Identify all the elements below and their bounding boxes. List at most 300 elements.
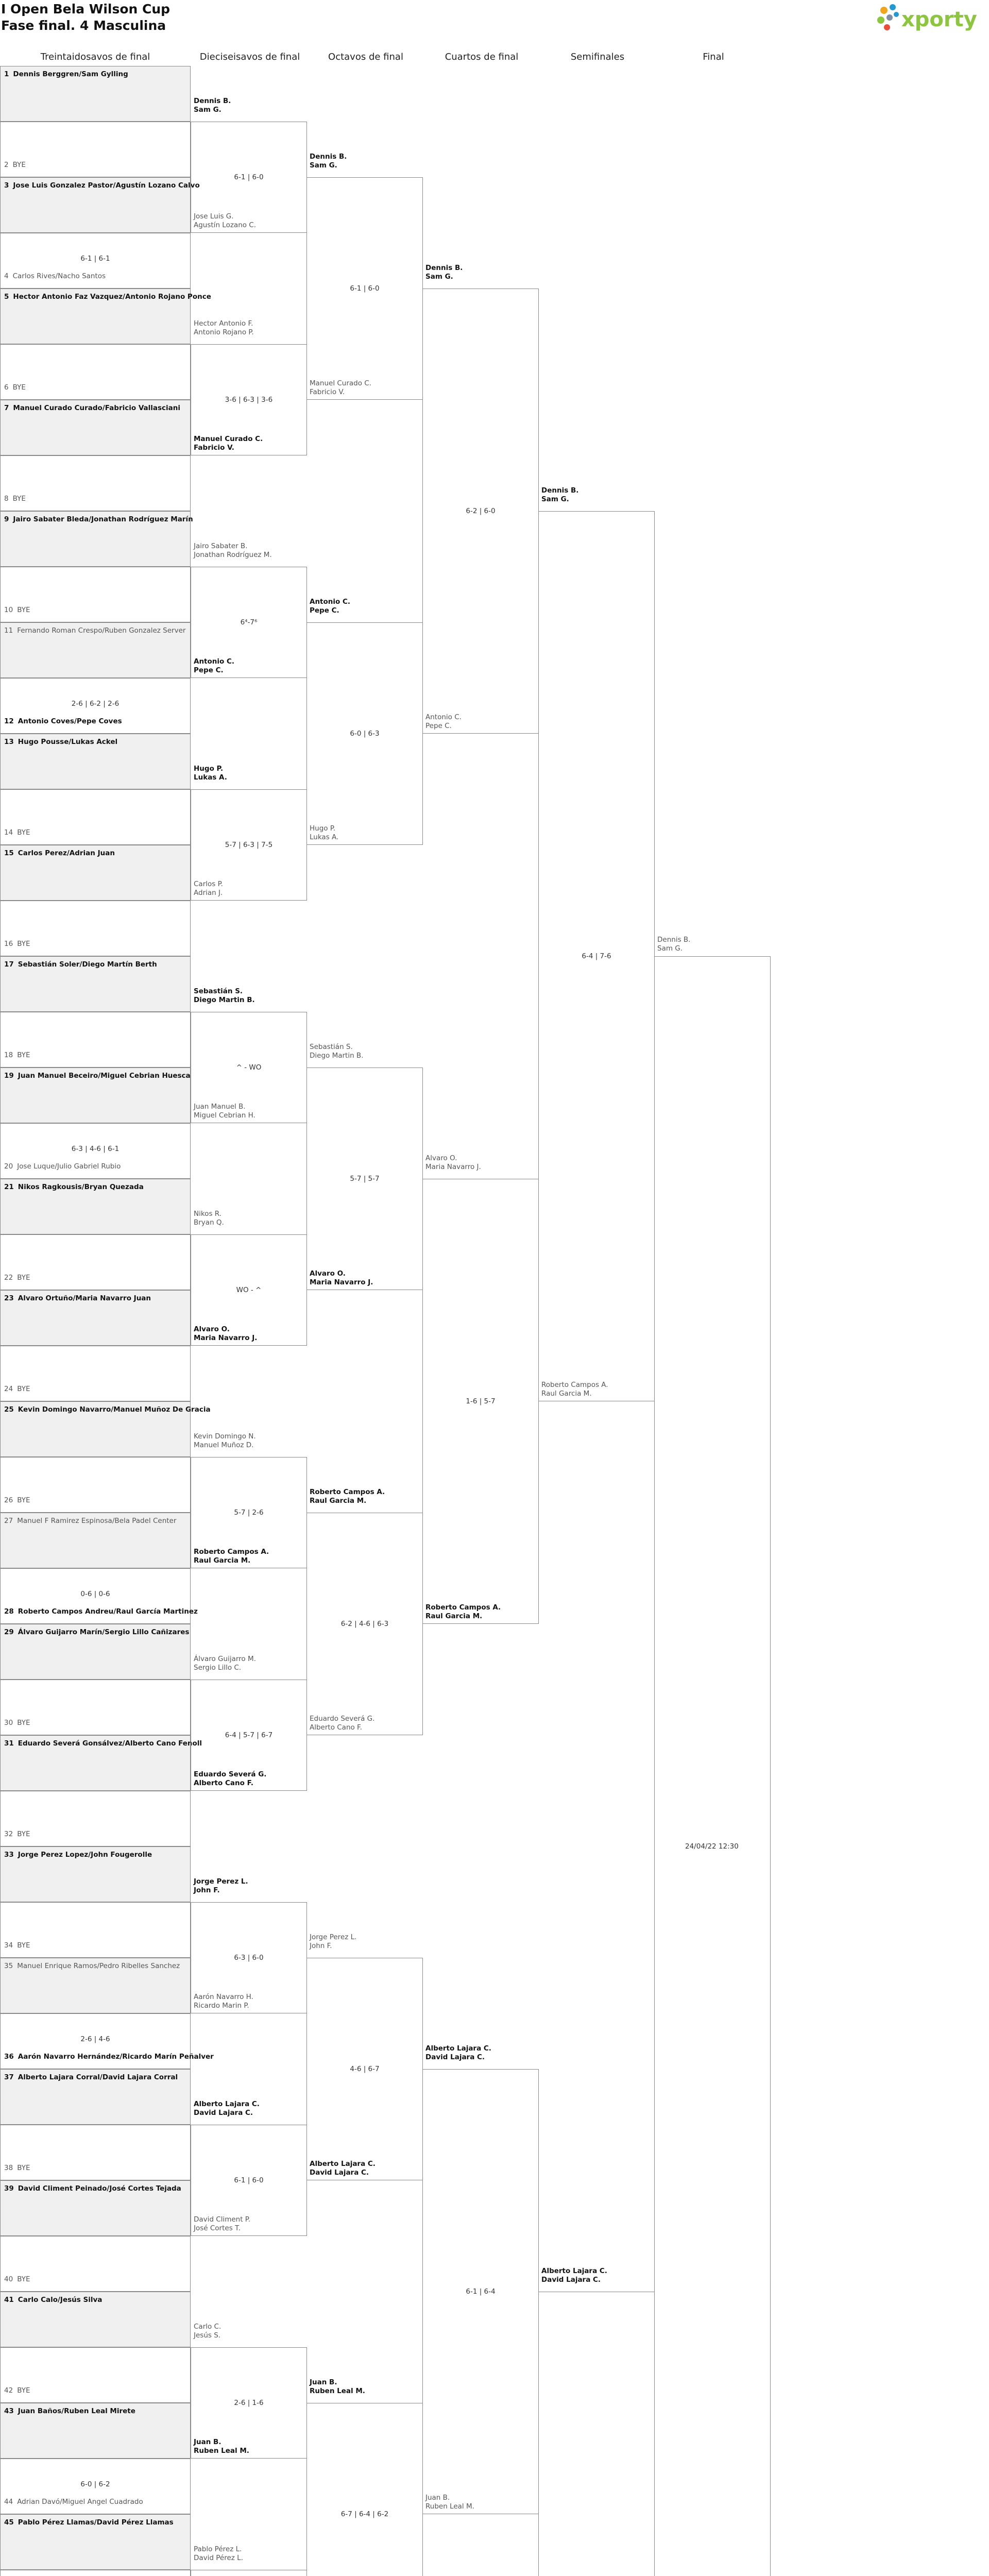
seed-number: 38 <box>4 2164 13 2172</box>
team-name: Aarón Navarro Hernández/Ricardo Marín Peñalver <box>18 2053 214 2061</box>
pair-name[interactable] <box>194 212 256 230</box>
seed-number: 34 <box>4 1941 13 1950</box>
player-name: Alberto Lajara C. <box>194 2100 260 2108</box>
pair-name[interactable] <box>310 379 371 397</box>
entry-name[interactable] <box>4 495 26 503</box>
match-connector <box>538 2292 655 2576</box>
player-name: Dennis B. <box>310 152 347 161</box>
round-header-sf: Semifinales <box>570 52 625 62</box>
pair-name[interactable] <box>425 2044 491 2062</box>
player-name: Manuel Muñoz D. <box>194 1441 254 1449</box>
seed-number: 28 <box>4 1607 14 1616</box>
player-name: Lukas A. <box>194 773 227 782</box>
seed-number: 6 <box>4 383 9 392</box>
seed-number: 26 <box>4 1496 13 1504</box>
entry-name[interactable] <box>4 1719 30 1727</box>
team-name: Eduardo Severá Gonsálvez/Alberto Cano Fenoll <box>18 1739 202 1748</box>
player-name: Fabricio V. <box>194 444 234 452</box>
pair-name[interactable] <box>310 1269 373 1287</box>
team-name: Juan Manuel Beceiro/Miguel Cebrian Huesca <box>18 1072 191 1080</box>
match-score: 6-4 | 5-7 | 6-7 <box>225 1731 273 1739</box>
player-name: Sam G. <box>310 161 337 170</box>
match-date: 24/04/22 12:30 <box>685 1842 739 1851</box>
pair-name[interactable] <box>194 1770 266 1788</box>
match-score: 4-6 | 6-7 <box>350 2065 380 2073</box>
player-name: Agustín Lozano C. <box>194 221 257 229</box>
match-score: 6⁴-7⁶ <box>240 618 258 626</box>
match-score: WO - ^ <box>236 1286 262 1294</box>
player-name: Jesús S. <box>194 2331 221 2340</box>
entry-name[interactable] <box>4 1941 30 1950</box>
seed-number: 18 <box>4 1051 13 1059</box>
player-name: Diego Martin B. <box>194 996 255 1004</box>
player-name: Sam G. <box>194 106 221 114</box>
entry-name[interactable] <box>4 1607 198 1616</box>
match-score: 6-1 | 6-0 <box>350 284 380 293</box>
team-name: BYE <box>17 2386 30 2395</box>
seed-number: 24 <box>4 1385 13 1393</box>
pair-name[interactable] <box>425 2494 474 2511</box>
entry-name[interactable] <box>4 1294 151 1302</box>
player-name: Maria Navarro J. <box>310 1278 373 1286</box>
entry-name[interactable] <box>4 1274 30 1282</box>
entry-name[interactable] <box>4 1183 144 1191</box>
round-header-r16: Dieciseisavos de final <box>199 52 300 62</box>
match-score: 6-3 | 6-0 <box>234 1954 264 1962</box>
round-header-final: Final <box>703 52 724 62</box>
team-name: Hector Antonio Faz Vazquez/Antonio Rojano Ponce <box>13 293 211 301</box>
player-name: Jose Luis G. <box>194 212 234 221</box>
team-name: Álvaro Guijarro Marín/Sergio Lillo Cañizares <box>18 1628 190 1636</box>
team-name: Nikos Ragkousis/Bryan Quezada <box>18 1183 144 1191</box>
match-score: 2-6 | 6-2 | 2-6 <box>71 700 120 708</box>
team-name: Alvaro Ortuño/Maria Navarro Juan <box>18 1294 151 1302</box>
player-name: Adrian J. <box>194 889 223 897</box>
pair-name[interactable] <box>194 319 254 337</box>
seed-number: 11 <box>4 626 13 635</box>
pair-name[interactable] <box>194 1993 253 2010</box>
entry-name[interactable] <box>4 1830 30 1838</box>
team-name: Carlo Calo/Jesús Silva <box>18 2296 103 2304</box>
seed-number: 44 <box>4 2498 13 2506</box>
page-subtitle: Fase final. 4 Masculina <box>1 18 166 33</box>
pair-name[interactable] <box>310 598 350 615</box>
pair-name[interactable] <box>310 2160 376 2177</box>
seed-number: 36 <box>4 2053 14 2061</box>
seed-number: 1 <box>4 70 9 78</box>
seed-number: 39 <box>4 2184 14 2193</box>
player-name: Sam G. <box>657 944 683 953</box>
seed-number: 19 <box>4 1072 14 1080</box>
entry-name[interactable] <box>4 940 30 948</box>
player-name: Antonio Rojano P. <box>194 328 254 336</box>
page-title: I Open Bela Wilson Cup <box>1 2 170 16</box>
player-name: Sebastián S. <box>194 987 243 995</box>
player-name: David Lajara C. <box>425 2053 485 2061</box>
seed-number: 25 <box>4 1405 14 1414</box>
player-name: Antonio C. <box>425 713 462 721</box>
team-name: Sebastián Soler/Diego Martín Berth <box>18 960 157 969</box>
pair-name[interactable] <box>310 152 347 170</box>
team-name: Alberto Lajara Corral/David Lajara Corral <box>18 2073 178 2081</box>
player-name: David Climent P. <box>194 2215 251 2224</box>
pair-name[interactable] <box>194 542 272 560</box>
pair-name[interactable] <box>194 765 227 782</box>
player-name: Fabricio V. <box>310 388 345 396</box>
pair-name[interactable] <box>310 824 338 842</box>
match-score: 6-1 | 6-1 <box>80 255 110 263</box>
player-name: Roberto Campos A. <box>541 1381 608 1389</box>
match-score: 6-0 | 6-2 <box>80 2480 110 2488</box>
seed-number: 5 <box>4 293 9 301</box>
pair-name[interactable] <box>310 1715 374 1732</box>
pair-name[interactable] <box>194 1877 248 1895</box>
player-name: Carlos P. <box>194 880 223 888</box>
player-name: Hector Antonio F. <box>194 319 253 328</box>
seed-number: 10 <box>4 606 13 614</box>
entry-name[interactable] <box>4 2498 143 2506</box>
entry-name[interactable] <box>4 1051 30 1059</box>
match-score: 5-7 | 2-6 <box>234 1509 264 1517</box>
player-name: Roberto Campos A. <box>310 1488 385 1496</box>
seed-number: 32 <box>4 1830 13 1838</box>
match-score: 1-6 | 5-7 <box>466 1397 496 1405</box>
team-name: BYE <box>17 1385 30 1393</box>
player-name: Maria Navarro J. <box>425 1163 481 1171</box>
player-name: David Lajara C. <box>310 2168 369 2177</box>
team-name: Antonio Coves/Pepe Coves <box>18 717 122 725</box>
match-connector <box>191 2570 307 2576</box>
player-name: John F. <box>310 1942 332 1950</box>
player-name: Alberto Lajara C. <box>425 2044 491 2053</box>
entry-name[interactable] <box>4 2518 174 2527</box>
seed-number: 9 <box>4 515 9 523</box>
team-name: BYE <box>17 1830 30 1838</box>
player-name: Alvaro O. <box>425 1154 457 1162</box>
player-name: Alberto Lajara C. <box>310 2160 376 2168</box>
team-name: BYE <box>12 161 26 169</box>
player-name: Jairo Sabater B. <box>194 542 248 550</box>
match-score: 2-6 | 1-6 <box>234 2399 264 2407</box>
team-name: Adrian Davó/Miguel Angel Cuadrado <box>17 2498 143 2506</box>
player-name: Juan B. <box>425 2494 450 2502</box>
team-name: Jorge Perez Lopez/John Fougerolle <box>18 1851 152 1859</box>
match-score: 6-1 | 6-0 <box>234 173 264 181</box>
player-name: Diego Martin B. <box>310 1052 364 1060</box>
pair-name[interactable] <box>194 1210 224 1227</box>
entry-name[interactable] <box>4 515 193 523</box>
round-header-r8: Octavos de final <box>328 52 403 62</box>
player-name: Ruben Leal M. <box>310 2387 365 2395</box>
player-name: Alberto Lajara C. <box>541 2267 607 2275</box>
seed-number: 29 <box>4 1628 14 1636</box>
entry-name[interactable] <box>4 1162 121 1171</box>
match-score: 6-1 | 6-0 <box>234 2176 264 2184</box>
entry-name[interactable] <box>4 181 200 190</box>
pair-name[interactable] <box>310 1488 385 1505</box>
seed-number: 27 <box>4 1517 13 1525</box>
brand-wordmark: xporty <box>901 8 977 31</box>
pair-name[interactable] <box>657 936 690 953</box>
player-name: Jorge Perez L. <box>194 1877 248 1886</box>
match-connector <box>306 2403 423 2576</box>
team-name: Jose Luque/Julio Gabriel Rubio <box>17 1162 121 1171</box>
player-name: Alvaro O. <box>310 1269 346 1278</box>
pair-name[interactable] <box>541 486 578 504</box>
team-name: Carlos Perez/Adrian Juan <box>18 849 115 857</box>
player-name: José Cortes T. <box>194 2224 241 2232</box>
pair-name[interactable] <box>194 880 223 897</box>
team-name: BYE <box>17 1941 30 1950</box>
entry-name[interactable] <box>4 1739 202 1748</box>
pair-name[interactable] <box>541 2267 607 2284</box>
pair-name[interactable] <box>194 2323 221 2340</box>
seed-number: 37 <box>4 2073 14 2081</box>
round-header-r32: Treintaidosavos de final <box>40 52 150 62</box>
player-name: Hugo P. <box>310 824 336 833</box>
entry-name[interactable] <box>4 1517 176 1525</box>
player-name: Pepe C. <box>194 666 224 674</box>
entry-name[interactable] <box>4 2296 102 2304</box>
team-name: Juan Baños/Ruben Leal Mirete <box>18 2407 135 2415</box>
player-name: Pablo Pérez L. <box>194 2545 242 2553</box>
entry-name[interactable] <box>4 606 30 614</box>
entry-name[interactable] <box>4 70 128 78</box>
match-score: 6-4 | 7-6 <box>582 952 611 960</box>
pair-name[interactable] <box>194 435 263 452</box>
entry-name[interactable] <box>4 960 157 969</box>
seed-number: 8 <box>4 495 9 503</box>
pair-name[interactable] <box>310 1043 364 1060</box>
match-score: 5-7 | 6-3 | 7-5 <box>225 841 273 849</box>
entry-name[interactable] <box>4 1628 189 1636</box>
pair-name[interactable] <box>194 2215 250 2233</box>
entry-name[interactable] <box>4 1851 152 1859</box>
team-name: Kevin Domingo Navarro/Manuel Muñoz De Gracia <box>18 1405 211 1414</box>
team-name: Pablo Pérez Llamas/David Pérez Llamas <box>18 2518 174 2527</box>
team-name: Manuel Curado Curado/Fabricio Vallasciani <box>13 404 181 412</box>
player-name: Manuel Curado C. <box>194 435 263 443</box>
pair-name[interactable] <box>194 657 234 675</box>
player-name: Jorge Perez L. <box>310 1933 357 1941</box>
entry-name[interactable] <box>4 293 211 301</box>
seed-number: 13 <box>4 738 14 746</box>
team-name: BYE <box>12 383 26 392</box>
team-name: Carlos Rives/Nacho Santos <box>12 272 106 280</box>
player-name: Antonio C. <box>194 657 235 666</box>
player-name: Raul Garcia M. <box>425 1612 483 1620</box>
match-score: 0-6 | 0-6 <box>80 1590 110 1598</box>
seed-number: 30 <box>4 1719 13 1727</box>
seed-number: 3 <box>4 181 9 190</box>
team-name: BYE <box>17 2275 30 2283</box>
entry-name[interactable] <box>4 161 26 169</box>
pair-name[interactable] <box>425 713 462 731</box>
team-name: BYE <box>17 2164 30 2172</box>
player-name: Ruben Leal M. <box>194 2447 249 2455</box>
pair-name[interactable] <box>425 264 463 281</box>
player-name: Raul Garcia M. <box>194 1556 251 1565</box>
seed-number: 15 <box>4 849 14 857</box>
player-name: Miguel Cebrian H. <box>194 1111 255 1120</box>
player-name: Alberto Cano F. <box>310 1723 362 1732</box>
entry-name[interactable] <box>4 1962 180 1970</box>
pair-name[interactable] <box>194 2438 249 2455</box>
match-score: ^ - WO <box>236 1063 262 1072</box>
pair-name[interactable] <box>541 1381 608 1398</box>
player-name: John F. <box>194 1886 220 1894</box>
pair-name[interactable] <box>194 1432 256 1450</box>
draw-slot[interactable] <box>0 122 191 177</box>
player-name: Ricardo Marin P. <box>194 2002 249 2010</box>
player-name: David Lajara C. <box>541 2276 601 2284</box>
team-name: Manuel Enrique Ramos/Pedro Ribelles Sanchez <box>17 1962 180 1970</box>
player-name: Dennis B. <box>425 264 463 272</box>
player-name: Sebastián S. <box>310 1043 353 1051</box>
xporty-logo-icon <box>876 3 989 34</box>
seed-number: 43 <box>4 2407 14 2415</box>
match-score: 6-7 | 6-4 | 6-2 <box>340 2510 389 2518</box>
pair-name[interactable] <box>194 2545 243 2563</box>
entry-name[interactable] <box>4 2164 30 2172</box>
player-name: Aarón Navarro H. <box>194 1993 253 2001</box>
player-name: Sam G. <box>541 495 569 503</box>
pair-name[interactable] <box>310 2378 365 2396</box>
player-name: Sergio Lillo C. <box>194 1664 242 1672</box>
team-name: BYE <box>17 1274 30 1282</box>
player-name: David Lajara C. <box>194 2109 253 2117</box>
pair-name[interactable] <box>194 1548 269 1565</box>
player-name: Eduardo Severá G. <box>194 1770 267 1778</box>
round-header-qf: Cuartos de final <box>445 52 519 62</box>
player-name: Eduardo Severá G. <box>310 1715 375 1723</box>
match-score: 6-0 | 6-3 <box>350 730 380 738</box>
pair-name[interactable] <box>310 1933 356 1951</box>
entry-name[interactable] <box>4 717 122 725</box>
player-name: Sam G. <box>425 273 453 281</box>
seed-number: 35 <box>4 1962 13 1970</box>
entry-name[interactable] <box>4 383 26 392</box>
entry-name[interactable] <box>4 1496 30 1504</box>
team-name: Dennis Berggren/Sam Gylling <box>13 70 128 78</box>
entry-name[interactable] <box>4 2053 214 2061</box>
entry-name[interactable] <box>4 404 180 412</box>
seed-number: 17 <box>4 960 14 969</box>
pair-name[interactable] <box>194 987 255 1005</box>
player-name: Jonathan Rodríguez M. <box>194 551 272 559</box>
player-name: Roberto Campos A. <box>194 1548 269 1556</box>
match-score: 2-6 | 4-6 <box>80 2035 110 2043</box>
team-name: Roberto Campos Andreu/Raul García Martinez <box>18 1607 198 1616</box>
match-score: 6-2 | 6-0 <box>466 507 496 515</box>
team-name: BYE <box>17 940 30 948</box>
player-name: Nikos R. <box>194 1210 221 1218</box>
team-name: Jairo Sabater Bleda/Jonathan Rodríguez Marín <box>13 515 193 523</box>
seed-number: 2 <box>4 161 9 169</box>
draw-slot[interactable] <box>0 2570 191 2576</box>
match-score: 3-6 | 6-3 | 3-6 <box>225 396 273 404</box>
seed-number: 7 <box>4 404 9 412</box>
xporty-logo[interactable] <box>876 3 989 34</box>
player-name: Álvaro Guijarro M. <box>194 1655 256 1663</box>
seed-number: 14 <box>4 828 13 837</box>
team-name: David Climent Peinado/José Cortes Tejada <box>18 2184 181 2193</box>
player-name: Juan B. <box>310 2378 337 2386</box>
entry-name[interactable] <box>4 2073 178 2081</box>
team-name: BYE <box>17 1719 30 1727</box>
entry-name[interactable] <box>4 1072 191 1080</box>
team-name: Fernando Roman Crespo/Ruben Gonzalez Server <box>17 626 186 635</box>
seed-number: 12 <box>4 717 14 725</box>
entry-name[interactable] <box>4 2386 30 2395</box>
team-name: Hugo Pousse/Lukas Ackel <box>18 738 118 746</box>
seed-number: 31 <box>4 1739 14 1748</box>
pair-name[interactable] <box>425 1603 501 1621</box>
entry-name[interactable] <box>4 2407 135 2415</box>
team-name: BYE <box>12 495 26 503</box>
player-name: Roberto Campos A. <box>425 1603 501 1612</box>
pair-name[interactable] <box>194 2100 260 2117</box>
team-name: Jose Luis Gonzalez Pastor/Agustín Lozano Calvo <box>13 181 200 190</box>
pair-name[interactable] <box>194 97 231 114</box>
team-name: Manuel F Ramirez Espinosa/Bela Padel Center <box>17 1517 177 1525</box>
entry-name[interactable] <box>4 738 117 746</box>
pair-name[interactable] <box>194 1103 255 1120</box>
player-name: Manuel Curado C. <box>310 379 372 387</box>
team-name: BYE <box>17 1496 30 1504</box>
entry-name[interactable] <box>4 626 185 635</box>
player-name: Lukas A. <box>310 833 339 841</box>
entry-name[interactable] <box>4 2275 30 2283</box>
entry-name[interactable] <box>4 828 30 837</box>
match-connector <box>654 956 771 2576</box>
entry-name[interactable] <box>4 2184 181 2193</box>
player-name: Juan Manuel B. <box>194 1103 246 1111</box>
entry-name[interactable] <box>4 1405 211 1414</box>
player-name: David Pérez L. <box>194 2554 243 2562</box>
player-name: Dennis B. <box>541 486 579 495</box>
player-name: Pepe C. <box>425 722 452 730</box>
pair-name[interactable] <box>194 1325 257 1343</box>
team-name: BYE <box>17 606 30 614</box>
match-score: 5-7 | 5-7 <box>350 1175 380 1183</box>
match-score: 6-1 | 6-4 <box>466 2287 496 2296</box>
seed-number: 40 <box>4 2275 13 2283</box>
seed-number: 33 <box>4 1851 14 1859</box>
seed-number: 16 <box>4 940 13 948</box>
player-name: Dennis B. <box>194 97 231 105</box>
draw-slot[interactable] <box>0 455 191 511</box>
entry-name[interactable] <box>4 1385 30 1393</box>
player-name: Maria Navarro J. <box>194 1334 258 1342</box>
pair-name[interactable] <box>425 1154 481 1172</box>
seed-number: 21 <box>4 1183 14 1191</box>
player-name: Carlo C. <box>194 2323 221 2331</box>
pair-name[interactable] <box>194 1655 256 1672</box>
seed-number: 45 <box>4 2518 14 2527</box>
entry-name[interactable] <box>4 272 106 280</box>
seed-number: 4 <box>4 272 9 280</box>
draw-slot[interactable] <box>0 344 191 400</box>
seed-number: 42 <box>4 2386 13 2395</box>
player-name: Bryan Q. <box>194 1218 224 1227</box>
player-name: Ruben Leal M. <box>425 2502 474 2511</box>
player-name: Dennis B. <box>657 936 691 944</box>
player-name: Pepe C. <box>310 606 339 615</box>
team-name: BYE <box>17 828 30 837</box>
seed-number: 22 <box>4 1274 13 1282</box>
entry-name[interactable] <box>4 849 115 857</box>
